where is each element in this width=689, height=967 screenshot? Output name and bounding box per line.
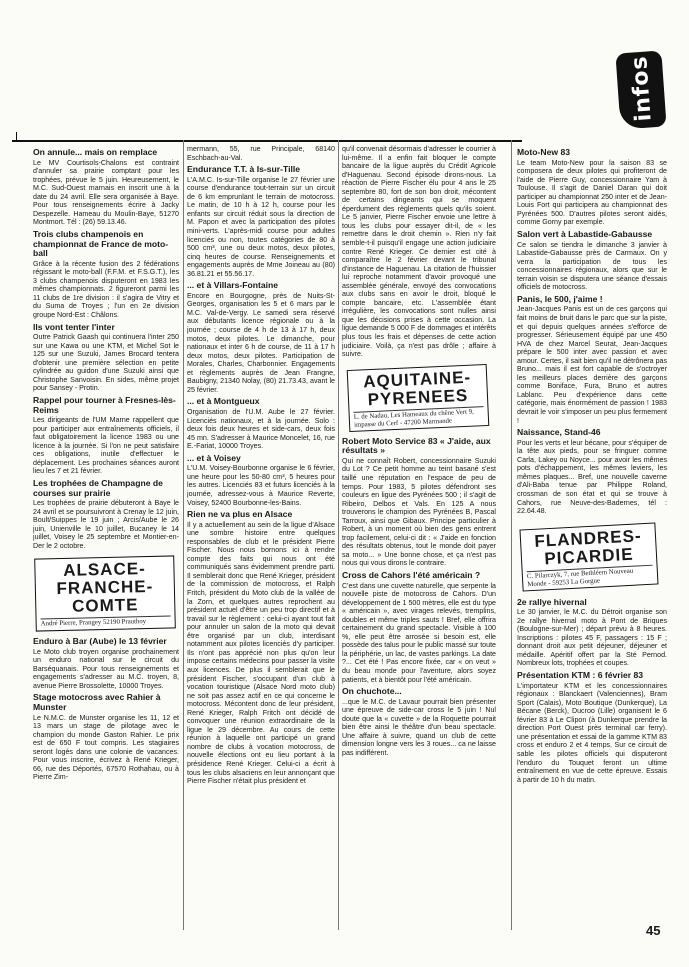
column-3 — [342, 145, 496, 957]
region-address: L. de Nadau, Les Hameaux du chêne Vert 9, impasse du Cerf - 47200 Marmande — [354, 406, 485, 429]
article-title: 2e rallye hivernal — [517, 596, 587, 607]
article-body: C'est dans une cuvette naturelle, que serpente la nouvelle piste de motocross de Cahors. D'un développement de 1 500 mètres, elle est du type « américain », avec virages relevés, tremplins, doubles et même triples sauts ! Bref, elle offrira certainement du grand spectacle. Visible à 100 %, elle peut être arrosée si besoin est, elle possède des talus pour le public massé sur toute la périphérie, un lac, de vastes parkings. La date ?... Cet été ! Pas encore fixée, car « on veut » du beau monde pour l'aventure, alors soyez patients, et à bientôt pour l'été américain. — [342, 581, 496, 684]
side-tick — [16, 132, 17, 140]
article-title: On chuchote... — [342, 686, 402, 697]
region-name: ALSACE-FRANCHE-COMTE — [56, 559, 154, 617]
article-title: Rappel pour tourner à Fresnes-lès-Reims — [33, 395, 176, 415]
article-title: Robert Moto Service 83 « J'aide, aux résultats » — [342, 435, 491, 456]
article-title: Présentation KTM : 6 février 83 — [517, 670, 644, 681]
article-title: ... et à Villars-Fontaine — [187, 280, 279, 291]
article-title: Ils vont tenter l'inter — [33, 321, 115, 332]
column-divider — [511, 140, 512, 930]
region-box-aquitaine — [347, 364, 490, 432]
article-body: L'A.M.C. Is-sur-Tille organise le 27 février une course d'endurance tout-terrain sur un circuit de 6 km emprunlant le terrain de motocross. Le matin, de 10 h à 12 h, course pour les enfants sur circuit réduit sous la direction de M. Papon et avec la participation des pilotes mini-verts. L'après-midi course pour adultes licenciés ou non, toutes catégories de 80 à 500 cm³, une ou deux motos, deux pilotes, cinq heures de course. Renseignements et engagements auprès de Mme Joineau au (80) 36.81.21 et 55.56.17. — [187, 175, 335, 278]
article-title: Stage motocross avec Rahier à Munster — [33, 692, 161, 712]
article-body: ...que le M.C. de Lavaur pourrait bien présenter une épreuve de side-car cross le 5 juin ! Nul doute que la « cuvette » de la Roquette pourrait bien être ainsi le théâtre d'un beau spectacle. Une affaire à suivre, quand un club de cette dimension longne vers les 3 roues... ca ne laisse pas indifférent. — [342, 697, 496, 757]
region-address: C. Pilarczyk, 7, rue Bethléem Nouveau Monde - 59253 La Gorgue — [527, 564, 654, 588]
page-number: 45 — [646, 923, 661, 938]
article-title: Rien ne va plus en Alsace — [187, 509, 293, 520]
article-title: Naissance, Stand-46 — [517, 427, 601, 438]
article-title: On annule... mais on remplace — [33, 147, 158, 157]
article-title: ... et à Voisey — [187, 452, 241, 463]
article-body: Le 30 janvier, le M.C. du Détroit organise son 2e rallye hivernal moto à Pont de Briques (Boulogne-sur-Mer) ; départ prévu à 8 heures. Inscriptions : pilotes 45 F, passagers : 15 F ; donnant droit aux petit déjeuner, déjeuner et médaille. Apéritif offert par la Sté Pernod. Nombreux lots, trophées et coupes. — [517, 608, 667, 668]
region-box-flandres — [519, 522, 658, 591]
article-title: ... et à Montgueux — [187, 396, 260, 407]
column-4 — [517, 145, 667, 957]
column-1 — [33, 145, 179, 957]
article-body: Organisation de l'U.M. Aube le 27 février. Licenciés nationaux, et à la journée. Solo : deux fois deux heures et side-cars, deux fois 45 mn. S'adresser à Maurice Moncelet, 16, rue E.-Fariat, 10000 Troyes. — [187, 408, 335, 451]
region-name: AQUITAINE-PYRENEES — [362, 367, 472, 409]
article-body: L'U.M. Voisey-Bourbonne organise le 6 février, une heure pour les 50-80 cm³, 5 heures pour les autres. Licenciés 83 et futurs licenciés à la journée, adressez-vous à Maurice Reverte, Voisey, 52400 Bourbonne-les-Bains. — [187, 464, 335, 507]
article-title: Enduro à Bar (Aube) le 13 février — [33, 635, 167, 646]
article-body: Pour les verts et leur bécane, pour s'équiper de la tête aux pieds, pour se fringuer comme Carla, Lakey ou Noyce... pour avoir les mêmes pots d'échappement, les mêmes leviers, les mêmes plaques... Bref, une nouvelle caverne d'Ali-Baba tenue par Philippe Roland, crossman de son état et qui se trouve à Cahors, rue Neuve-des-Badernes, tél : 22.64.48. — [517, 438, 667, 516]
article-body: mermann, 55, rue Principale, 68140 Eschbach-au-Val. — [187, 145, 335, 162]
article-title: Panis, le 500, j'aime ! — [517, 293, 603, 304]
article-body: Encore en Bourgogne, près de Nuits-St-Georges, organisation les 5 et 6 mars par le M.C. Val-de-Vergy. Le samedi sera réservé aux débutants licence régionale ou à la journée ; course de 4 h de 13 à 17 h, deux motos, deux pilotes. Le dimanche, pour nationaux et inter 6 h de course, de 11 à 17 h deux motos, deux pilotes. Participation de Morales, Charles, Charbonnier. Engagements et règlements auprès de Jean Frangne, Baubigny, 21340 Nolay, (80) 21.73.43, avant le 25 février. — [187, 291, 335, 394]
article-body: Jean-Jacques Panis est un de ces garçons qui fait moins de bruit dans le parc que sur la piste, et qui depuis quelques années s'efforce de progresser. Sérieusement équipé par une 450 HVA de chez Marcel Seurat, Jean-Jacques prépare le 500 inter avec passion et avec amour. Certes, il sait bien qu'il ne détrônera pas Bruno... mais il est fort capable de s'octroyer les meilleurs places derrière des garçons comme Boniface, Fura, Bruno et autres Lablanc. Peu d'expérience dans cette catégorie, mais énormément de passion ! 1983 devrait le voir s'imposer un peu plus fermement ! — [517, 305, 667, 425]
article-body: Grâce à la récente fusion des 2 fédérations régissant le moto-ball (F.F.M. et F.S.G.T.), les 3 clubs champenois disputeront en 1983 les mêmes championnats. 2 figureront parmi les 11 clubs de 1re division : il s'agira de Vitry et du Suma de Troyes ; l'un en 2e division groupe Nord-Est : Châlons. — [33, 259, 179, 320]
infos-logo — [615, 50, 666, 129]
article-body: Les dirigeants de l'UM Marne rappellent que pour participer aux entraînements officiels, il faut obligatoirement la licence 1983 ou une licence à la journée. Si l'on ne peut satisfaire ces obligations, inutile d'effectuer le déplacement. Les prochaines séances auront lieu les 7 et 21 février. — [33, 416, 179, 476]
article-body: qu'il convenait désormais d'adresser le courrier à lui-même. Il a enfin fait bloquer le compte bancaire de la ligue auprès du Crédit Agricole d'Haguenau. Second épisode dirons-nous. La réaction de Pierre Fischer élu pour 4 ans le 25 septembre 80, fort de son bon droit, mécontent de certains dirigeants qui se moquent éperdument des règlements quels qu'ils soient. Le 5 janvier, Pierre Fischer envoie une lettre à tous les clubs pour essayer dit-il, de « les remettre dans le droit chemin ». Rien n'y fait semble-t-il puisqu'il engage une action judiciaire contre René Krieger. Ce dernier est cité à comparaître le 2 février devant le tribunal d'instance de Haguenau. La citation de l'huissier lui reproche notamment d'avoir provoqué une assemblée générale, envoyé des convocations aux clubs sans en avoir le droit, bloqué le compte bancaire, etc. L'assemblée étant irrégulière, les convocations sont nulles ainsi que les décisions prises à cette occasion. La ligue demande 5 000 F de dommages et intérêts plus tous les frais et dépenses de cette action judiciaire. Voilà, ça n'est pas drôle ; affaire à suivre. — [342, 145, 496, 359]
article-title: Trois clubs champenois en championnat de France de moto-ball — [33, 228, 169, 259]
column-divider — [183, 140, 184, 930]
article-body: Outre Patrick Gaash qui continuera l'inter 250 sur une Kawa ou une KTM, et Michel Sot le 125 sur une Suzuki, James Brocard tentera d'obtenir une première sélection en petite cylindrée au guidon d'une Suzuki ainsi que Christophe Sanvoisin. En sides, même projet pour Sansey - Protin. — [33, 333, 179, 393]
article-body: Le Moto club troyen organise prochainement un enduro national sur le circuit du Barséquanais. Pour tous renseignements et engagements s'adresser au M.C. troyen, 8, avenue Pierre Brossolette, 10000 Troyes. — [33, 647, 179, 690]
article-body: L'importateur KTM et les concessionnaires régionaux : Blanckaert (Valenciennes), Bram Sport (Calais), Moto Boutique (Dunkerque), La Bécane (Berck), Ducroo (Lille) organisent le 6 février 83 à Le Clipon (à Dunkerque prendre la direction Port Ouest près terminal car ferry). une présentation et essai de la gamme KTM 83 cross et enduro 2 et 4 temps. Sur ce circuit de sable les pilotes officiels qui disputeront l'enduro du Touquet feront un ultime entraînement en vue de cette épreuve. Essais à partir de 10 h du matin. — [517, 681, 667, 784]
article-body: Le N.M.C. de Munster organise les 11, 12 et 13 mars un stage de pilotage avec le champion du monde Gaston Rahier. Le prix est de 650 F tout compris. Les stagiaires seront logés dans une colonie de vacances. Pour vous inscrire, écrivez à René Krieger, 66, rue des Déportés, 67570 Rothahau, ou à Pierre Zim- — [33, 713, 179, 782]
article-title: Endurance T.T. à Is-sur-Tille — [187, 164, 301, 175]
region-address: André Pierre, Prangey 52190 Prauthoy — [41, 616, 171, 628]
article-body: Il y a actuellement au sein de la ligue d'Alsace une sombre histoire entre quelques responsables de club et le président Pierre Fischer. Nous nous bornons ici à rendre compte des faits qui nous ont été communiqués sans évidemment prendre parti. Il semblerait donc que René Krieger, président de la commission de motocross, et Ralph Fritch, président du Moto club de la vallée de la Zorn, et quelques autres reprochent au président actuel d'être un peu trop directif et à travail sur le règlement : celui-ci ayant tout fait pour annuler un salon de la moto qui devait être organisé par un club, interdisant notamment aux pilotes licenciés d'y participer. Ils n'ont pas apprécié non plus qu'on leur impose certains médecins pour passer la visite aux licences. De plus il semblerait que le président Fischer, s'occupant d'un club à vocation touristique (Alsace Nord moto club) ne soit pas assez actif en ce qui concerne le motocross. Mécontent donc de leur président, René Krieger, Ralph Fritch ont décidé de convoquer une réunion extraordinaire de la ligue le 29 décembre. Au cours de cette réunion à laquelle ont participé un grand nombre de clubs à vocation motocross, de nouvelle élections ont eu lieu portant à la présidence René Krieger. Celui-ci a écrit à tous les clubs alsaciens en leur annonçant que Pierre Fischer n'était plus président et — [187, 520, 335, 786]
article-title: Salon vert à Labastide-Gabausse — [517, 228, 653, 239]
article-title: Les trophées de Champagne de courses sur prairie — [33, 478, 163, 498]
article-body: Le MV Courtisols-Chalons est contraint d'annuler sa prairie comptant pour les trophées, prévue le 5 juin. Heureusement, le M.C. Sud-Ouest marnais en inscrit une à la date du 24 avril. Elle sera organisée à Baye. Pour tous renseignements écrire à Jacky Despezelle. Hameau du Moulin-Baye, 51270 Montmort. Tél : (26) 59.13.46. — [33, 158, 179, 227]
logo-text: infos — [627, 54, 657, 123]
article-body: Le team Moto-New pour la saison 83 se composera de deux pilotes qui profiteront de l'aide de Pierre Guy, concessionnaire Yam à Toulouse. Il s'agit de Daniel Daran qui doit participer au championnat 250 inter et de Jean-Louis Fort qui participera au championnat des Pyrénées 500. D'autres pilotes seront aidés, comme Gorny par exemple. — [517, 158, 667, 227]
article-body: Les trophées de prairie débuteront à Baye le 24 avril et se poursuivront à Crenay le 12 juin, Boult/Suippes le 19 juin ; Arcis/Aube le 26 juin, Unienville le 10 juillet, Bucaney le 14 juillet, Voisey le 25 septembre et Montier-en-Der le 2 octobre. — [33, 499, 179, 550]
top-rule — [12, 140, 522, 142]
region-box-alsace — [34, 556, 176, 632]
article-title: Moto-New 83 — [517, 147, 570, 157]
column-divider — [338, 140, 339, 930]
region-name: FLANDRES-PICARDIE — [533, 525, 643, 568]
article-body: Ce salon se tiendra le dimanche 3 janvier à Labastide-Gabausse près de Carmaux. On y verra la participation de tous les concessionnaires régionaux, alors que sur le terrain voisin se disputera une séance d'essais officiels de motocross. — [517, 240, 667, 292]
column-2 — [187, 145, 335, 957]
article-body: Qui ne connaît Robert, concessionnaire Suzuki du Lot ? Ce petit homme au teint basané s'est taillé une réputation en l'espace de peu de temps. Pour 1983, 5 pilotes défendront ses couleurs en ligue des Pyrénées 500 ; il s'agit de Ribeiro, Delbos et Vals. En 125 A nous trouverons le champion des Pyrénées B, Pascal Tarroux, ainsi que Gibaux. Principe particulier à Robert, à un moment où bien des gens entrent trop facilement, celui-ci dit : « J'aide en fonction des résultats obtenus, tout le monde doit payer sa moto... » Une bonne chose, et ça n'est pas nous qui vous dirons le contraire. — [342, 456, 496, 568]
article-title: Cross de Cahors l'été américain ? — [342, 569, 481, 580]
